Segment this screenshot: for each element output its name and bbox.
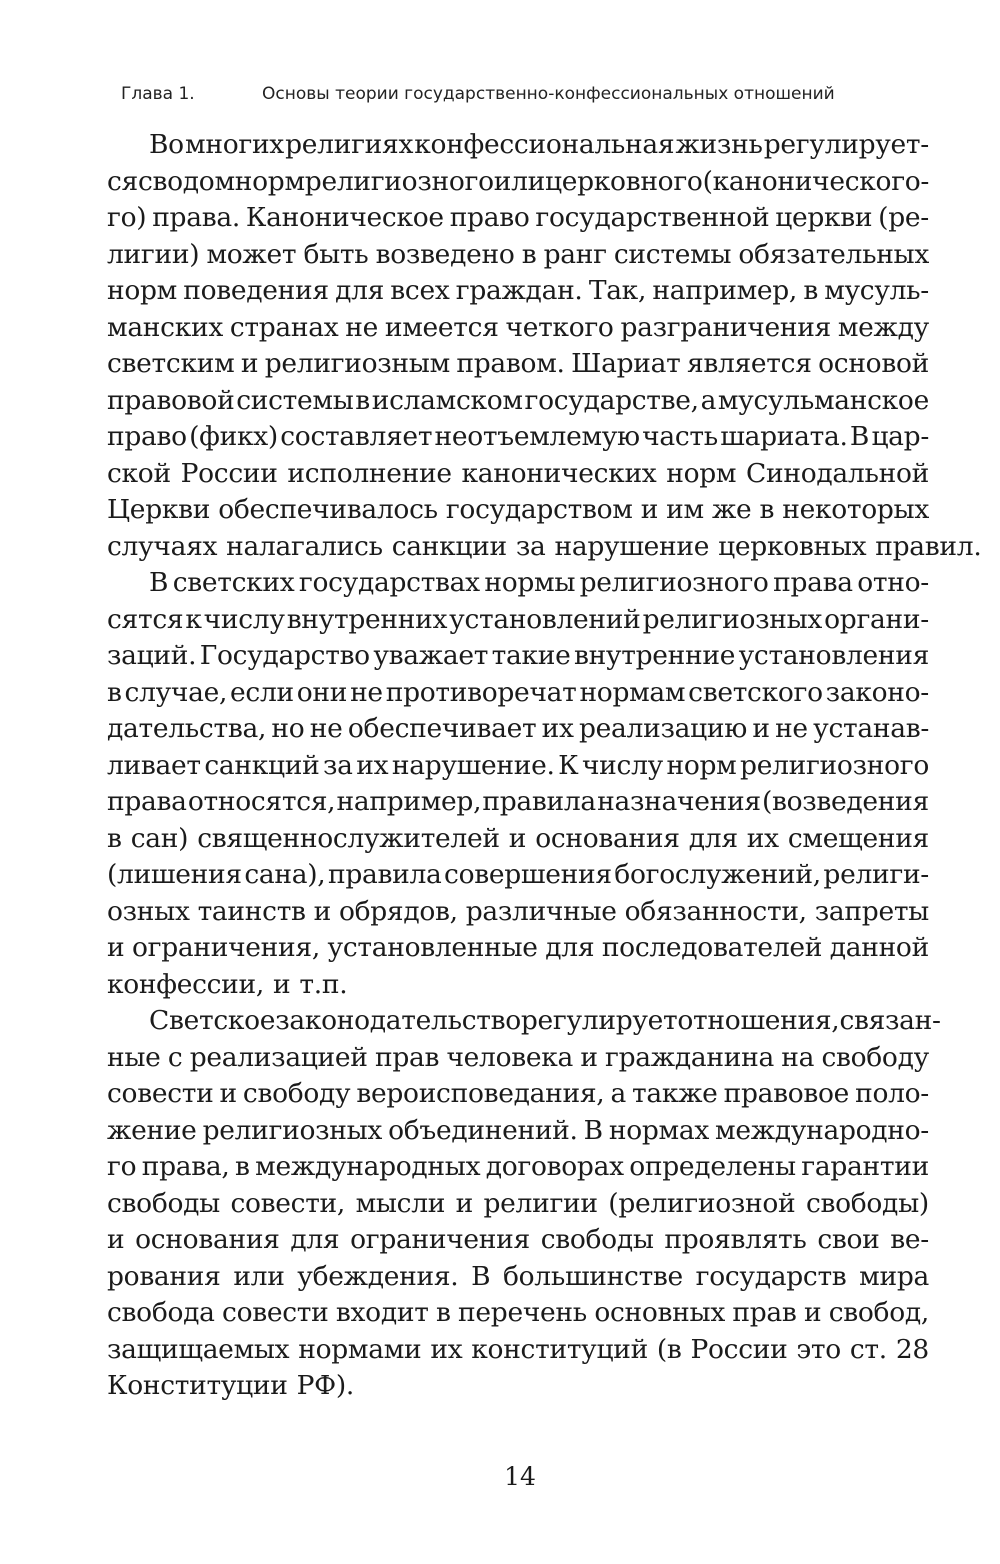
- text-line: жение религиозных объединений. В нормах международно-: [107, 1114, 929, 1146]
- text-line: Церкви обеспечивалось государством и им же в некоторых: [107, 494, 929, 525]
- running-head: [121, 84, 921, 104]
- text-line: заций. Государство уважает такие внутренние установления: [107, 640, 929, 671]
- text-line: в сан) священнослужителей и основания для их смещения: [107, 822, 929, 854]
- text-line: Светское законодательство регулирует отношения, связан-: [149, 1005, 941, 1036]
- text-line: права относятся, например, правила назначения (возведения: [107, 786, 929, 817]
- text-line: светским и религиозным правом. Шариат является основой: [107, 348, 929, 379]
- text-line: свободы совести, мысли и религии (религиозной свободы): [107, 1187, 929, 1219]
- text-line: совести и свободу вероисповедания, а также правовое поло-: [107, 1078, 929, 1109]
- text-line: Во многих религиях конфессиональная жизнь регулирует-: [149, 129, 929, 160]
- text-line: правовой системы в исламском государстве, а мусульманское: [107, 384, 929, 416]
- text-line: ные с реализацией прав человека и гражданина на свободу: [107, 1041, 929, 1073]
- paragraph-1: [107, 127, 982, 565]
- text-line: в случае, если они не противоречат нормам светского законо-: [107, 676, 929, 708]
- text-line: сятся к числу внутренних установлений религиозных органи-: [107, 603, 929, 635]
- text-line: и основания для ограничения свободы проявлять свои ве-: [107, 1224, 929, 1255]
- text-line: конфессии, и т.п.: [107, 968, 348, 1000]
- text-line: дательства, но не обеспечивает их реализацию и не устанав-: [107, 713, 929, 744]
- text-line: случаях налагались санкции за нарушение церковных правил.: [107, 530, 982, 562]
- text-line: манских странах не имеется четкого разграничения между: [107, 311, 929, 343]
- paragraph-3: [107, 1003, 941, 1405]
- text-line: право (фикх) составляет неотъемлемую часть шариата. В цар-: [107, 421, 929, 452]
- text-line: го права, в международных договорах определены гарантии: [107, 1151, 929, 1182]
- text-line: рования или убеждения. В большинстве государств мира: [107, 1260, 929, 1292]
- paragraph-2: [107, 565, 929, 1003]
- text-line: защищаемых нормами их конституций (в России это ст. 28: [107, 1333, 929, 1365]
- text-line: и ограничения, установленные для последователей данной: [107, 932, 929, 963]
- text-line: Конституции РФ).: [107, 1370, 354, 1401]
- text-line: свобода совести входит в перечень основных прав и свобод,: [107, 1297, 929, 1328]
- body-text: [107, 127, 982, 1405]
- chapter-label: Глава 1.: [121, 84, 195, 104]
- text-line: лигии) может быть возведено в ранг системы обязательных: [107, 238, 929, 270]
- text-line: (лишения сана), правила совершения богослужений, религи-: [107, 859, 929, 890]
- text-line: норм поведения для всех граждан. Так, например, в мусуль-: [107, 275, 929, 306]
- text-line: го) права. Каноническое право государственной церкви (ре-: [107, 202, 929, 233]
- page-number: 14: [504, 1462, 536, 1491]
- text-line: ливает санкций за их нарушение. К числу норм религиозного: [107, 749, 929, 781]
- text-line: ся сводом норм религиозного или церковного (канонического-: [107, 165, 930, 197]
- text-line: ской России исполнение канонических норм Синодальной: [107, 457, 929, 489]
- text-line: В светских государствах нормы религиозного права отно-: [149, 567, 929, 598]
- chapter-title: Основы теории государственно-конфессиональных отношений: [262, 84, 835, 104]
- text-line: озных таинств и обрядов, различные обязанности, запреты: [107, 895, 929, 927]
